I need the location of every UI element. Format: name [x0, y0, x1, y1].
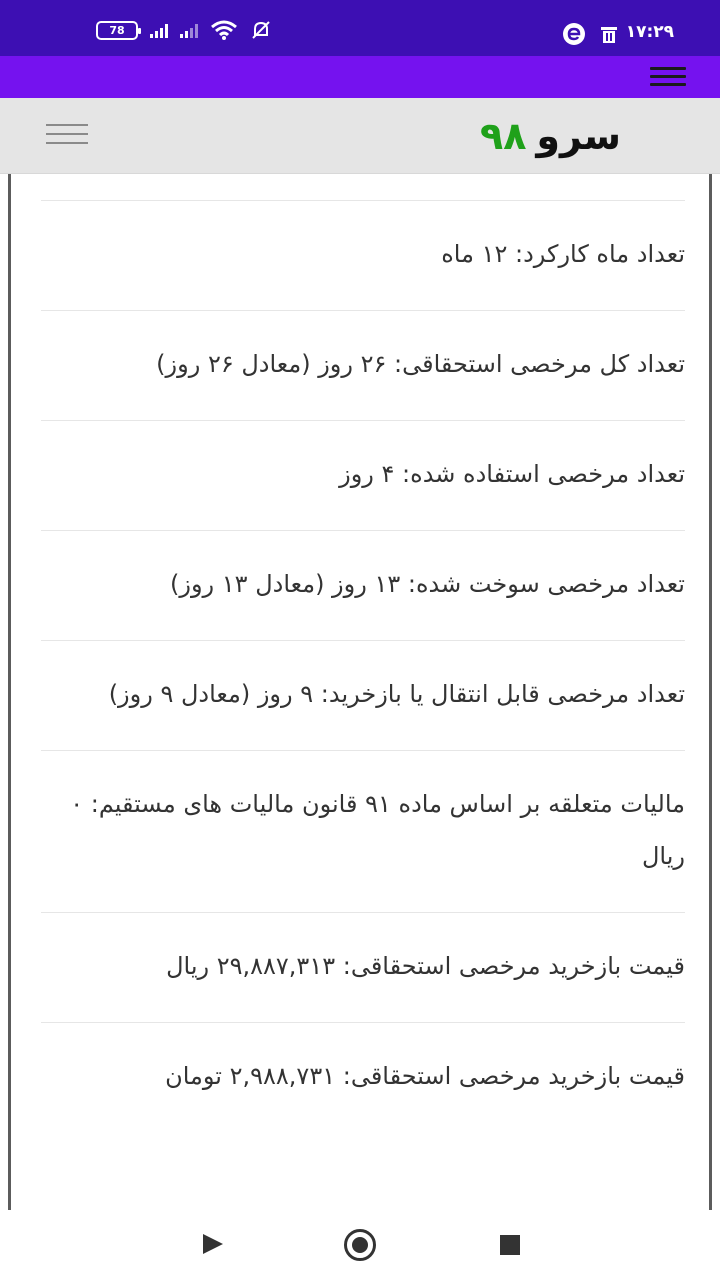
- home-icon[interactable]: [344, 1229, 376, 1261]
- status-app-icons: [562, 22, 618, 46]
- trash-icon: [600, 24, 618, 44]
- mute-icon: [250, 20, 272, 40]
- list-item-months-worked: تعداد ماه کارکرد: ۱۲ ماه: [41, 200, 685, 310]
- list-item-transferable-leave: تعداد مرخصی قابل انتقال یا بازخرید: ۹ روز (معادل ۹ روز): [41, 640, 685, 750]
- list-item-buyback-rial: قیمت بازخرید مرخصی استحقاقی: ۲۹,۸۸۷,۳۱۳ ریال: [41, 912, 685, 1022]
- list-item-used-leave: تعداد مرخصی استفاده شده: ۴ روز: [41, 420, 685, 530]
- hamburger-menu-icon[interactable]: [46, 124, 88, 148]
- status-icons-group: [96, 20, 272, 40]
- menu-icon[interactable]: [650, 67, 686, 89]
- logo-word: سرو: [536, 114, 622, 158]
- list-item-total-leave: تعداد کل مرخصی استحقاقی: ۲۶ روز (معادل ۲۶ روز): [41, 310, 685, 420]
- battery-level: 78: [109, 23, 125, 37]
- results-list: [41, 200, 685, 1132]
- navigation-bar: [0, 1210, 720, 1280]
- back-icon[interactable]: [203, 1234, 223, 1254]
- battery-icon: [96, 21, 138, 40]
- logo-number: ۹۸: [480, 114, 527, 158]
- app-icon: [562, 22, 586, 46]
- app-bar: [0, 56, 720, 98]
- signal-icon: [180, 22, 198, 38]
- status-bar: [0, 0, 720, 56]
- list-item-buyback-toman: قیمت بازخرید مرخصی استحقاقی: ۲,۹۸۸,۷۳۱ تومان: [41, 1022, 685, 1132]
- results-card: [8, 174, 712, 1210]
- list-item-tax: مالیات متعلقه بر اساس ماده ۹۱ قانون مالیات های مستقیم: ۰ ریال: [41, 750, 685, 912]
- recent-apps-icon[interactable]: [500, 1235, 520, 1255]
- site-header: [0, 98, 720, 174]
- signal-icon: [150, 22, 168, 38]
- wifi-icon: [210, 20, 238, 40]
- status-time: ۱۷:۲۹: [625, 22, 674, 42]
- list-item-lost-leave: تعداد مرخصی سوخت شده: ۱۳ روز (معادل ۱۳ روز): [41, 530, 685, 640]
- site-logo[interactable]: [480, 114, 621, 158]
